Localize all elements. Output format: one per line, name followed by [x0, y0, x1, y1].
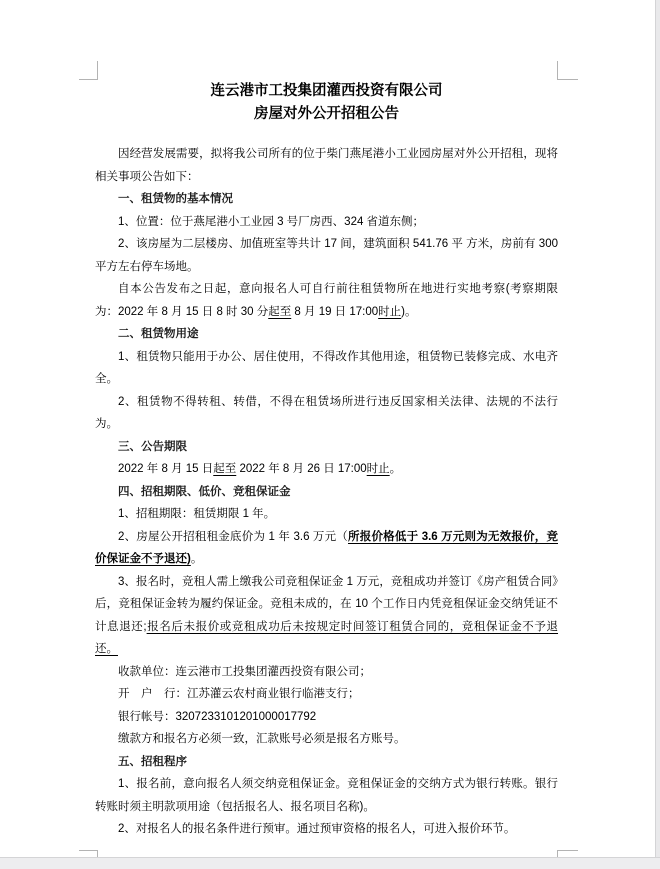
- margin-crop-mark-top-left: [79, 61, 98, 80]
- doc-text-run: 2022 年 8 月 15 日: [118, 463, 214, 475]
- doc-text-run: 银行帐号：3207233101201000017792: [118, 710, 317, 723]
- doc-heading: [95, 323, 558, 346]
- doc-paragraph: [95, 661, 558, 684]
- doc-paragraph: [95, 526, 558, 571]
- doc-text-run: 五、招租程序: [118, 755, 187, 768]
- doc-text-run: 3、报名时，竞租人需上缴我公司竞租保证金 1 万元，竞租成功并签订《房产租赁合同》后，竞租保证金转为履约保证金。竞租未成的，在 10 个工作日内凭竞租保证金交纳凭证不计息退还;: [95, 575, 558, 633]
- doc-text-run: 开 户 行：江苏灌云农村商业银行临港支行；: [118, 688, 360, 700]
- doc-text-run: 2、该房屋为二层楼房、加值班室等共计 17 间，建筑面积 541.76 平 方米，房前有 300 平方左右停车场地。: [95, 238, 558, 273]
- doc-text-run: 。: [190, 553, 203, 565]
- doc-paragraph: [95, 458, 558, 481]
- doc-heading: [95, 481, 558, 504]
- doc-text-run: 自本公告发布之日起，意向报名人可自行前往租赁物所在地进行实地考察(考察期限为：2022 年 8 月 15 日 8 时 30 分: [95, 283, 558, 318]
- page-edge-bottom: [0, 857, 660, 869]
- doc-text-run: 因经营发展需要，拟将我公司所有的位于柴门燕尾港小工业园房屋对外公开招租，现将相关事项公告如下：: [95, 148, 558, 183]
- doc-paragraph: [95, 503, 558, 526]
- doc-text-run: 报名后未报价或竞租成功后未按规定时间签订租赁合同的，竞租保证金不予退还。: [95, 620, 559, 655]
- doc-text-run: 1、报名前，意向报名人须交纳竞租保证金。竞租保证金的交纳方式为银行转账。银行转账时须主明款项用途（包括报名人、报名项目名称)。: [95, 778, 558, 813]
- doc-text-run: 8 月 19 日 17:00: [291, 305, 379, 318]
- doc-paragraph: [95, 773, 558, 818]
- doc-heading: [95, 436, 558, 459]
- doc-text-run: 2、租赁物不得转租、转借，不得在租赁场所进行违反国家相关法律、法规的不法行为。: [95, 395, 558, 430]
- doc-text-run: 1、招租期限：租赁期限 1 年。: [118, 508, 276, 520]
- document-content: [95, 80, 558, 841]
- doc-paragraph: [95, 346, 558, 391]
- doc-text-run: 一、租赁物的基本情况: [118, 193, 233, 205]
- doc-title: [95, 80, 558, 103]
- doc-paragraph: [95, 818, 558, 841]
- doc-heading: [95, 751, 558, 774]
- page-edge-right: [655, 0, 660, 869]
- doc-text-run: 时止: [366, 463, 390, 475]
- doc-text-run: 二、租赁物用途: [118, 328, 199, 340]
- doc-text-run: 1、位置：位于燕尾港小工业园 3 号厂房西、324 省道东侧；: [118, 215, 425, 228]
- doc-text-run: 房屋对外公开招租公告: [254, 105, 399, 122]
- doc-paragraph: [95, 278, 558, 323]
- doc-paragraph: [95, 233, 558, 278]
- doc-text-run: 2、房屋公开招租租金底价为 1 年 3.6 万元（: [118, 530, 349, 543]
- doc-text-run: 连云港市工投集团灌西投资有限公司: [210, 83, 443, 99]
- doc-paragraph: [95, 706, 558, 729]
- doc-text-run: 起至: [213, 463, 237, 475]
- doc-paragraph: [95, 143, 558, 188]
- doc-text-run: )。: [401, 305, 417, 318]
- doc-text-run: 四、招租期限、低价、竞租保证金: [118, 485, 291, 498]
- doc-text-run: 缴款方和报名方必须一致，汇款账号必须是报名方账号。: [118, 733, 406, 745]
- doc-text-run: 2、对报名人的报名条件进行预审。通过预审资格的报名人，可进入报价环节。: [118, 823, 516, 835]
- doc-title: [95, 103, 558, 126]
- doc-paragraph: [95, 571, 558, 661]
- doc-paragraph: [95, 391, 558, 436]
- doc-text-run: 。: [389, 463, 402, 475]
- doc-paragraph: [95, 683, 558, 706]
- doc-text-run: 1、租赁物只能用于办公、居住使用，不得改作其他用途，租赁物已装修完成、水电齐全。: [95, 350, 558, 385]
- doc-text-run: 2022 年 8 月 26 日 17:00: [236, 463, 367, 475]
- doc-text-run: 收款单位：连云港市工投集团灌西投资有限公司；: [118, 665, 371, 678]
- doc-text-run: 时止: [378, 305, 402, 318]
- doc-text-run: 起至: [268, 305, 292, 318]
- doc-paragraph: [95, 211, 558, 234]
- margin-crop-mark-top-right: [557, 61, 578, 80]
- doc-paragraph: [95, 728, 558, 751]
- doc-text-run: 三、公告期限: [118, 440, 187, 453]
- doc-text-run: 所报价格低于 3.6 万元则为无效报价，竞价保证金不予退还): [95, 530, 558, 565]
- doc-heading: [95, 188, 558, 211]
